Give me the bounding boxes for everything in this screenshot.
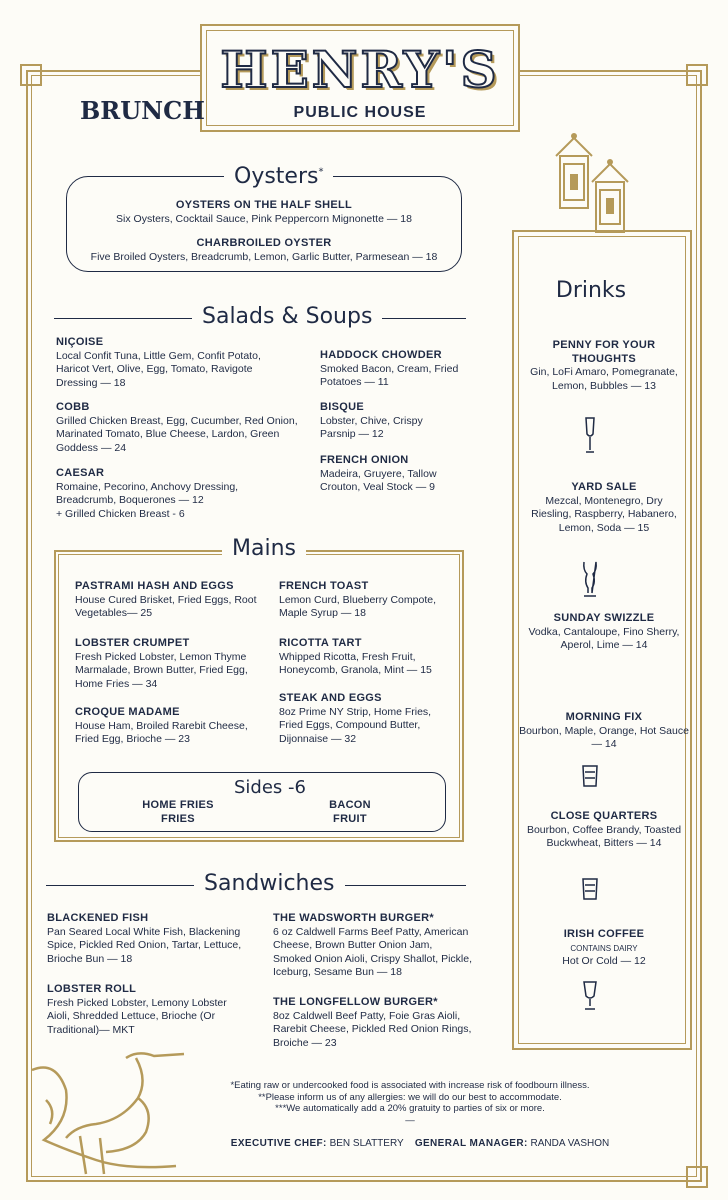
irish-coffee-glass-icon xyxy=(581,980,599,1012)
corner-ornament xyxy=(20,64,42,86)
drink-item: IRISH COFFEE CONTAINS DAIRY Hot Or Cold — 12 xyxy=(562,928,646,967)
menu-item: RICOTTA TART Whipped Ricotta, Fresh Fruit, Honeycomb, Granola, Mint — 15 xyxy=(279,637,432,676)
heron-illustration-icon xyxy=(26,1040,196,1180)
menu-item: BISQUE Lobster, Chive, Crispy Parsnip — 12 xyxy=(320,401,423,440)
sides-list: BACON FRUIT xyxy=(329,799,371,825)
menu-item: PASTRAMI HASH AND EGGS House Cured Brisket, Fried Eggs, Root Vegetables— 25 xyxy=(75,580,257,619)
footnotes: *Eating raw or undercooked food is associated with increase risk of foodbourn illness. **Please inform us of any allergies: we will do our best to accommodate. ***We automatically add a 20% gratuity to parties of six or more. — xyxy=(230,1080,590,1126)
corner-ornament xyxy=(686,1166,708,1188)
menu-item: FRENCH TOAST Lemon Curd, Blueberry Compote, Maple Syrup — 18 xyxy=(279,580,436,619)
drinks-title: Drinks xyxy=(546,278,636,303)
menu-item: THE WADSWORTH BURGER* 6 oz Caldwell Farms Beef Patty, American Cheese, Brown Butter Onion Jam, Smoked Onion Aioli, Crispy Shallot, Pickle, Iceburg, Sesame Bun — 18 xyxy=(273,912,473,978)
hurricane-glass-icon xyxy=(580,560,600,600)
rocks-glass-icon xyxy=(581,764,599,788)
menu-item: HADDOCK CHOWDER Smoked Bacon, Cream, Fried Potatoes — 11 xyxy=(320,349,459,388)
oysters-title: Oysters* xyxy=(224,164,333,189)
menu-item: CAESAR Romaine, Pecorino, Anchovy Dressing, Breadcrumb, Boquerones — 12 + Grilled Chicken Breast - 6 xyxy=(56,467,239,520)
menu-item: BLACKENED FISH Pan Seared Local White Fish, Blackening Spice, Pickled Red Onion, Tartar, Lettuce, Brioche Bun — 18 xyxy=(47,912,242,965)
logo-title: HENRY'S xyxy=(220,40,500,99)
menu-item: NIÇOISE Local Confit Tuna, Little Gem, Confit Potato, Haricot Vert, Olive, Egg, Tomato, Ravigote Dressing — 18 xyxy=(56,336,261,389)
flute-glass-icon xyxy=(582,416,598,456)
menu-item: THE LONGFELLOW BURGER* 8oz Caldwell Beef Patty, Foie Gras Aioli, Rarebit Cheese, Pickled Red Onion Rings, Broiche — 23 xyxy=(273,996,472,1049)
rocks-glass-icon xyxy=(581,877,599,901)
sides-list: HOME FRIES FRIES xyxy=(142,799,214,825)
drink-item: MORNING FIX Bourbon, Maple, Orange, Hot Sauce — 14 xyxy=(519,711,689,750)
sandwiches-title: Sandwiches xyxy=(194,871,345,896)
corner-ornament xyxy=(686,64,708,86)
menu-item: LOBSTER CRUMPET Fresh Picked Lobster, Lemon Thyme Marmalade, Brown Butter, Fried Egg, Home Fries — 34 xyxy=(75,637,248,690)
menu-name: BRUNCH xyxy=(80,96,205,125)
menu-item: LOBSTER ROLL Fresh Picked Lobster, Lemony Lobster Aioli, Shredded Lettuce, Brioche (Or Traditional)— MKT xyxy=(47,983,227,1036)
menu-item: FRENCH ONION Madeira, Gruyere, Tallow Crouton, Veal Stock — 9 xyxy=(320,454,437,493)
drink-item: YARD SALE Mezcal, Montenegro, Dry Riesling, Raspberry, Habanero, Lemon, Soda — 15 xyxy=(531,481,677,534)
menu-item: COBB Grilled Chicken Breast, Egg, Cucumber, Red Onion, Marinated Tomato, Blue Cheese, Lardon, Green Goddess — 24 xyxy=(56,401,298,454)
menu-item: CHARBROILED OYSTER Five Broiled Oysters, Breadcrumb, Lemon, Garlic Butter, Parmesean — 18 xyxy=(90,237,438,263)
drink-item: PENNY FOR YOUR THOUGHTS Gin, LoFi Amaro, Pomegranate, Lemon, Bubbles — 13 xyxy=(530,339,678,392)
staff-credits: EXECUTIVE CHEF: BEN SLATTERY GENERAL MANAGER: RANDA VASHON xyxy=(230,1138,610,1149)
logo xyxy=(200,24,520,132)
salads-title: Salads & Soups xyxy=(192,304,382,329)
menu-item: STEAK AND EGGS 8oz Prime NY Strip, Home Fries, Fried Eggs, Compound Butter, Dijonnaise — 32 xyxy=(279,692,432,745)
logo-subtitle: PUBLIC HOUSE xyxy=(293,104,427,121)
drink-item: SUNDAY SWIZZLE Vodka, Cantaloupe, Fino Sherry, Aperol, Lime — 14 xyxy=(528,612,680,651)
mains-title: Mains xyxy=(222,536,306,561)
sides-title: Sides -6 xyxy=(226,777,314,798)
drink-item: CLOSE QUARTERS Bourbon, Coffee Brandy, Toasted Buckwheat, Bitters — 14 xyxy=(526,810,682,849)
menu-item: CROQUE MADAME House Ham, Broiled Rarebit Cheese, Fried Egg, Brioche — 23 xyxy=(75,706,248,745)
lantern-illustration-icon xyxy=(548,130,644,240)
menu-item: OYSTERS ON THE HALF SHELL Six Oysters, Cocktail Sauce, Pink Peppercorn Mignonette — 18 xyxy=(116,199,412,225)
